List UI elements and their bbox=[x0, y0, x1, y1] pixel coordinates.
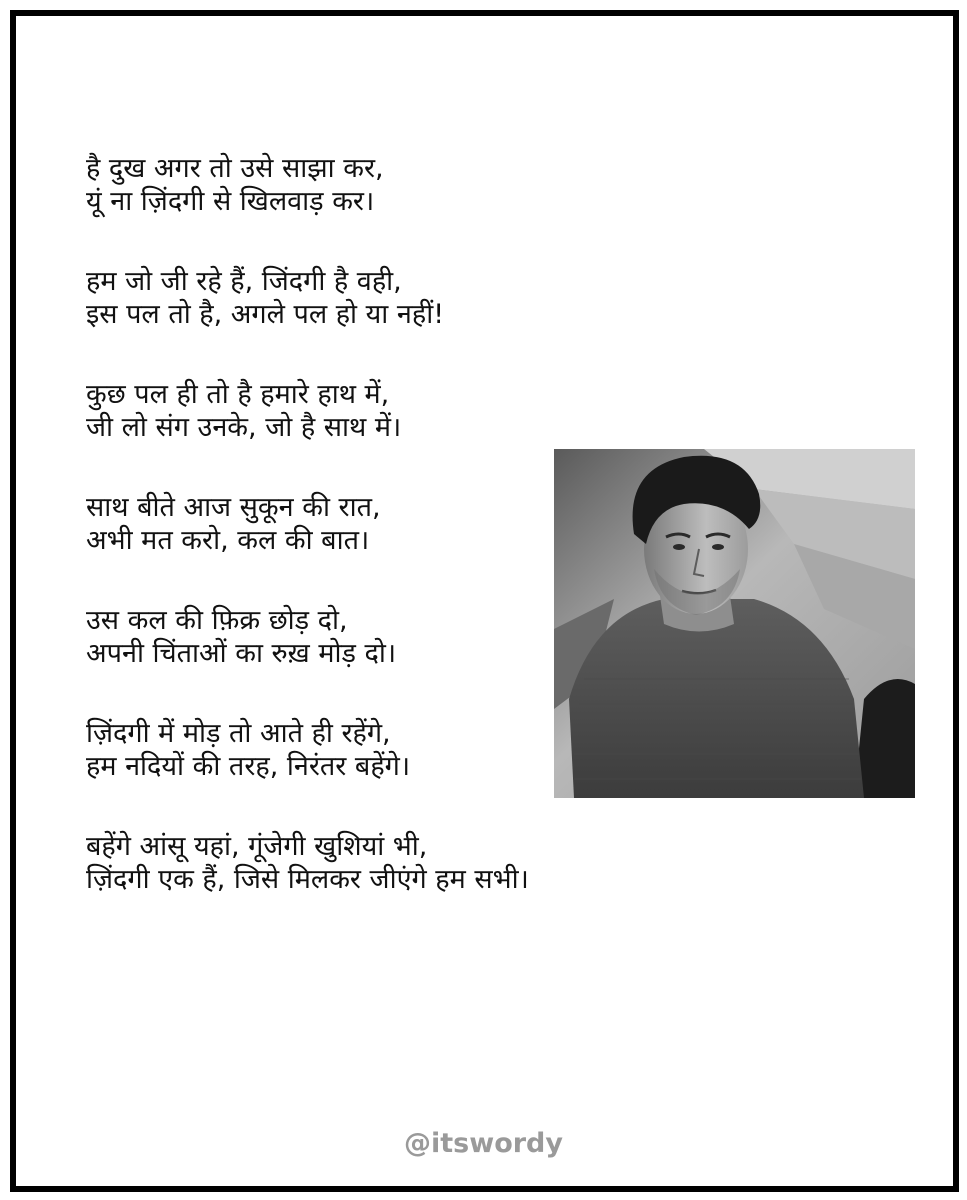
poem-line: अभी मत करो, कल की बात। bbox=[86, 525, 370, 556]
poem-line: इस पल तो है, अगले पल हो या नहीं! bbox=[86, 299, 445, 330]
poem-line: जी लो संग उनके, जो है साथ में। bbox=[86, 412, 402, 443]
portrait-photo bbox=[554, 449, 915, 798]
stanza-2 bbox=[86, 265, 686, 331]
poem-line: अपनी चिंताओं का रुख़ मोड़ दो। bbox=[86, 638, 397, 669]
poem-line: उस कल की फ़िक्र छोड़ दो, bbox=[86, 605, 348, 636]
poem-line: ज़िंदगी एक हैं, जिसे मिलकर जीएंगे हम सभी। bbox=[86, 864, 529, 895]
stanza-1 bbox=[86, 152, 686, 218]
stanza-7 bbox=[86, 830, 686, 896]
portrait-illustration bbox=[554, 449, 915, 798]
poem-line: ज़िंदगी में मोड़ तो आते ही रहेंगे, bbox=[86, 718, 391, 749]
stanza-3 bbox=[86, 378, 686, 444]
poem-line: है दुख अगर तो उसे साझा कर, bbox=[86, 153, 384, 184]
author-handle: @itswordy bbox=[404, 1128, 563, 1159]
poem-line: कुछ पल ही तो है हमारे हाथ में, bbox=[86, 379, 390, 410]
poem-line: साथ बीते आज सुकून की रात, bbox=[86, 492, 381, 523]
poem-line: यूं ना ज़िंदगी से खिलवाड़ कर। bbox=[86, 186, 375, 217]
poem-line: हम जो जी रहे हैं, जिंदगी है वही, bbox=[86, 266, 402, 297]
poem-line: बहेंगे आंसू यहां, गूंजेगी खुशियां भी, bbox=[86, 831, 428, 862]
poem-line: हम नदियों की तरह, निरंतर बहेंगे। bbox=[86, 751, 411, 782]
